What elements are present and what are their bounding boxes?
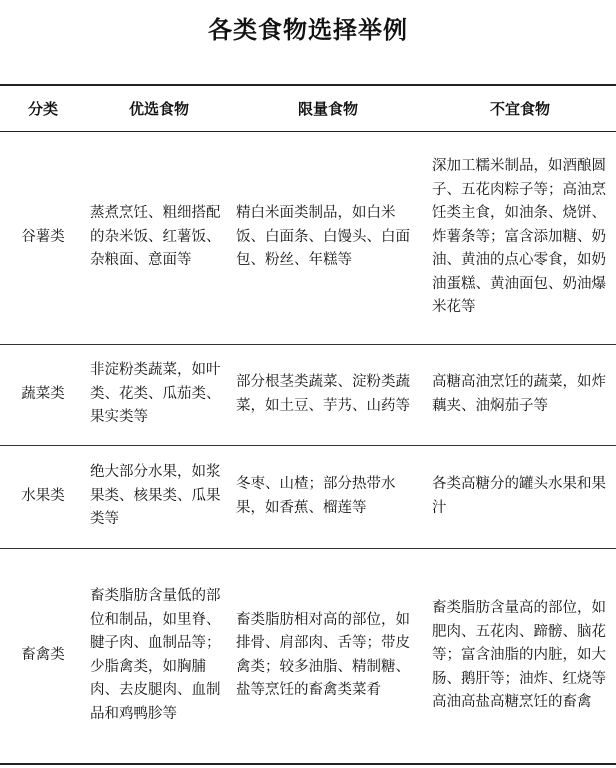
header-limited: 限量食物: [297, 99, 358, 118]
cell-preferred: 畜类脂肪含量低的部位和制品，如里脊、腱子肉、血制品等；少脂禽类，如胸脯肉、去皮腿肉、血制品和鸡鸭胗等: [90, 588, 221, 722]
header-unsuitable: 不宜食物: [489, 99, 550, 118]
cell-unsuitable: 高糖高油烹饪的蔬菜，如炸藕夹、油焖茄子等: [432, 374, 606, 414]
row-category: 谷薯类: [21, 228, 65, 245]
cell-limited: 部分根茎类蔬菜、淀粉类蔬菜，如土豆、芋艿、山药等: [236, 374, 410, 414]
table-row: [0, 131, 616, 344]
cell-preferred: 非淀粉类蔬菜，如叶类、花类、瓜茄类、果实类等: [90, 362, 221, 426]
table-row: [0, 445, 616, 548]
cell-preferred: 绝大部分水果，如浆果类、核果类、瓜果类等: [90, 464, 221, 528]
table-row: [0, 344, 616, 445]
cell-unsuitable: 各类高糖分的罐头水果和果汁: [432, 476, 606, 516]
row-category: 水果类: [21, 487, 65, 504]
table-header-row: [0, 85, 616, 131]
cell-unsuitable: 深加工糯米制品，如酒酿圆子、五花肉粽子等；高油烹饪类主食，如油条、烧饼、炸薯条等；富含添加糖、奶油、黄油的点心零食，如奶油蛋糕、黄油面包、奶油爆米花等: [432, 158, 606, 316]
header-preferred: 优选食物: [128, 99, 189, 118]
cell-unsuitable: 畜类脂肪含量高的部位，如肥肉、五花肉、蹄髈、脑花等；富含油脂的内脏，如大肠、鹅肝等；油炸、红烧等高油高盐高糖烹饪的畜禽: [432, 600, 606, 710]
food-selection-table: [0, 84, 616, 765]
row-category: 畜禽类: [21, 647, 65, 663]
table-row: [0, 548, 616, 764]
row-category: 蔬菜类: [21, 385, 65, 402]
cell-limited: 畜类脂肪相对高的部位，如排骨、肩部肉、舌等；带皮禽类；较多油脂、精制糖、盐等烹饪的畜禽类菜肴: [236, 611, 410, 699]
cell-preferred: 蒸煮烹饪、粗细搭配的杂米饭、红薯饭、杂粮面、意面等: [90, 205, 221, 269]
cell-limited: 冬枣、山楂；部分热带水果，如香蕉、榴莲等: [236, 476, 396, 516]
page-title: 各类食物选择举例: [208, 16, 408, 44]
cell-limited: 精白米面类制品，如白米饭、白面条、白馒头、白面包、粉丝、年糕等: [236, 205, 410, 269]
header-category: 分类: [27, 99, 58, 118]
